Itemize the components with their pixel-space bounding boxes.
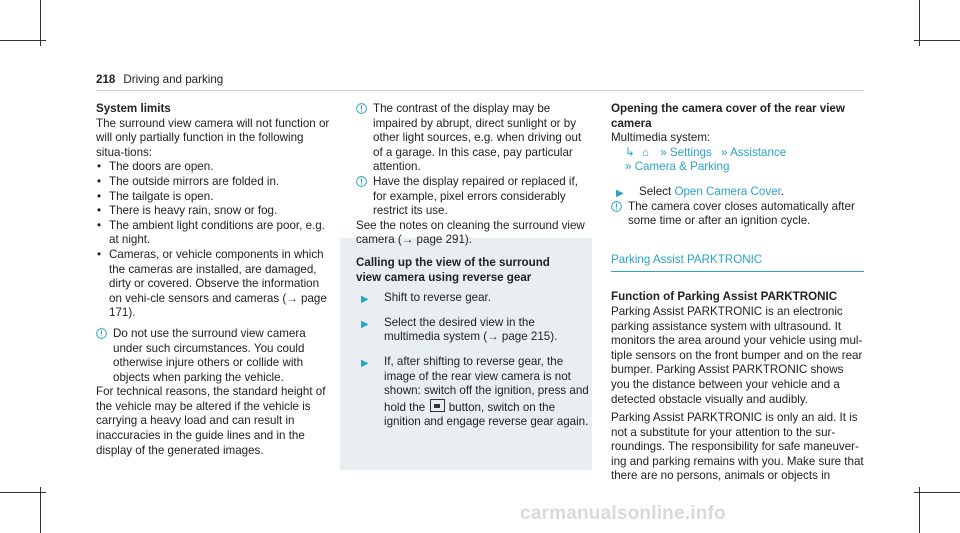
info-icon xyxy=(356,176,367,187)
section-title: Parking Assist PARKTRONIC xyxy=(611,253,864,273)
note-text: Do not use the surround view camera under such circumstances. You could otherwise injure others or collide with objects when parking the vehicle. xyxy=(113,326,306,384)
step-arrow-icon: ▶ xyxy=(361,294,369,306)
crop-mark xyxy=(40,487,41,533)
list-item: • The doors are open. xyxy=(96,160,332,175)
reverse-gear-title: Calling up the view of the surround view camera using reverse gear xyxy=(356,255,550,284)
list-item: • The tailgate is open. xyxy=(96,190,332,205)
limits-list xyxy=(96,160,332,321)
crop-mark xyxy=(914,492,960,493)
step-text-part: Select xyxy=(639,184,672,198)
menu-label: Multimedia system: xyxy=(611,131,711,145)
note xyxy=(611,200,864,229)
info-icon xyxy=(356,103,367,114)
crop-mark xyxy=(0,40,46,41)
step-text: Select the desired view in the multimedia system (→ page 215). xyxy=(384,315,558,344)
chevron-right-icon: » xyxy=(721,145,728,159)
step-text-part: button, switch on the ignition and engage reverse gear again. xyxy=(384,400,589,429)
note-text: The camera cover closes automatically after some time or after an ignition cycle. xyxy=(628,199,855,228)
crop-mark xyxy=(914,40,960,41)
step-text-part: If, after shifting to reverse gear, the image of the rear view camera is not shown: switch off the ignition, press and hold the xyxy=(384,354,589,414)
note xyxy=(96,327,332,385)
note xyxy=(356,102,592,175)
list-item: • The ambient light conditions are poor, e.g. at night. xyxy=(96,219,332,248)
camera-cover-title: Opening the camera cover of the rear view camera xyxy=(611,102,845,130)
step xyxy=(356,291,592,306)
column-1 xyxy=(96,102,332,458)
step-arrow-icon: ▶ xyxy=(361,357,369,369)
system-limits-intro: The surround view camera will not function or will only partially function in the following situa-tions: xyxy=(96,116,330,159)
step-text: Shift to reverse gear. xyxy=(384,291,491,305)
step-arrow-icon: ▶ xyxy=(616,187,624,199)
menu-path xyxy=(611,160,864,175)
info-icon xyxy=(611,201,622,212)
menu-path-settings: Settings xyxy=(669,145,712,159)
chevron-right-icon: » xyxy=(625,160,632,174)
column-3 xyxy=(611,102,864,484)
crop-mark xyxy=(0,492,46,493)
step xyxy=(611,185,864,200)
note-text: The contrast of the display may be impaired by abrupt, direct sunlight or by other light sources, e.g. when driving out of a garage. In this case, pay particular attention. xyxy=(373,102,582,174)
paragraph: Parking Assist PARKTRONIC is an electronic parking assistance system with ultrasound. It monitors the area around your vehicle using mul-tiple sensors on the front bumper and on the rear bumper. Parking Assist PARKTRONIC shows you the distance between your vehicle and a detected obstacle visually and audibly. xyxy=(611,304,863,406)
paragraph: For technical reasons, the standard height of the vehicle may be altered if the vehicle is carrying a heavy load and can result in inaccuracies in the guide lines and in the display of the generated images. xyxy=(96,385,326,457)
header-rule xyxy=(96,90,864,91)
note xyxy=(356,175,592,219)
open-camera-cover-item: Open Camera Cover xyxy=(674,184,781,198)
menu-path-assistance: Assistance xyxy=(730,145,787,159)
column-2 xyxy=(356,102,592,430)
paragraph: Parking Assist PARKTRONIC is only an aid. It is not a substitute for your attention to the sur-roundings. The responsibility for safe maneuver-ing and parking remains with you. Make sure that there are no persons, animals or objects in xyxy=(611,411,864,483)
page-header xyxy=(96,73,223,88)
paragraph: See the notes on cleaning the surround view camera (→ page 291). xyxy=(356,218,585,247)
section-name: Driving and parking xyxy=(123,73,224,86)
info-icon xyxy=(96,328,107,339)
crop-mark xyxy=(919,487,920,533)
list-item: • The outside mirrors are folded in. xyxy=(96,175,332,190)
step xyxy=(356,355,592,430)
list-item: • There is heavy rain, snow or fog. xyxy=(96,204,332,219)
step-text xyxy=(639,185,864,200)
step-text-part: . xyxy=(780,184,785,198)
watermark: carmanualsonline.info xyxy=(520,503,726,524)
camera-button-icon xyxy=(430,399,445,412)
step-text xyxy=(384,355,592,430)
chevron-right-icon: » xyxy=(660,145,667,159)
note-text: Have the display repaired or replaced if, for example, pixel errors considerably restrict its use. xyxy=(373,174,578,218)
function-title: Function of Parking Assist PARKTRONIC xyxy=(611,290,838,304)
system-limits-title: System limits xyxy=(96,102,171,115)
list-item: • Cameras, or vehicle components in which the cameras are installed, are damaged, dirty or covered. Observe the information on vehi-cle sensors and cameras (→ page 171). xyxy=(96,248,332,321)
home-icon: ⌂ xyxy=(641,145,649,159)
menu-path-camera: Camera & Parking xyxy=(634,160,730,174)
step xyxy=(356,316,592,345)
step-arrow-icon: ▶ xyxy=(361,318,369,330)
page-number: 218 xyxy=(96,73,116,86)
return-arrow-icon: ↳ xyxy=(625,145,635,159)
menu-path xyxy=(611,146,864,161)
